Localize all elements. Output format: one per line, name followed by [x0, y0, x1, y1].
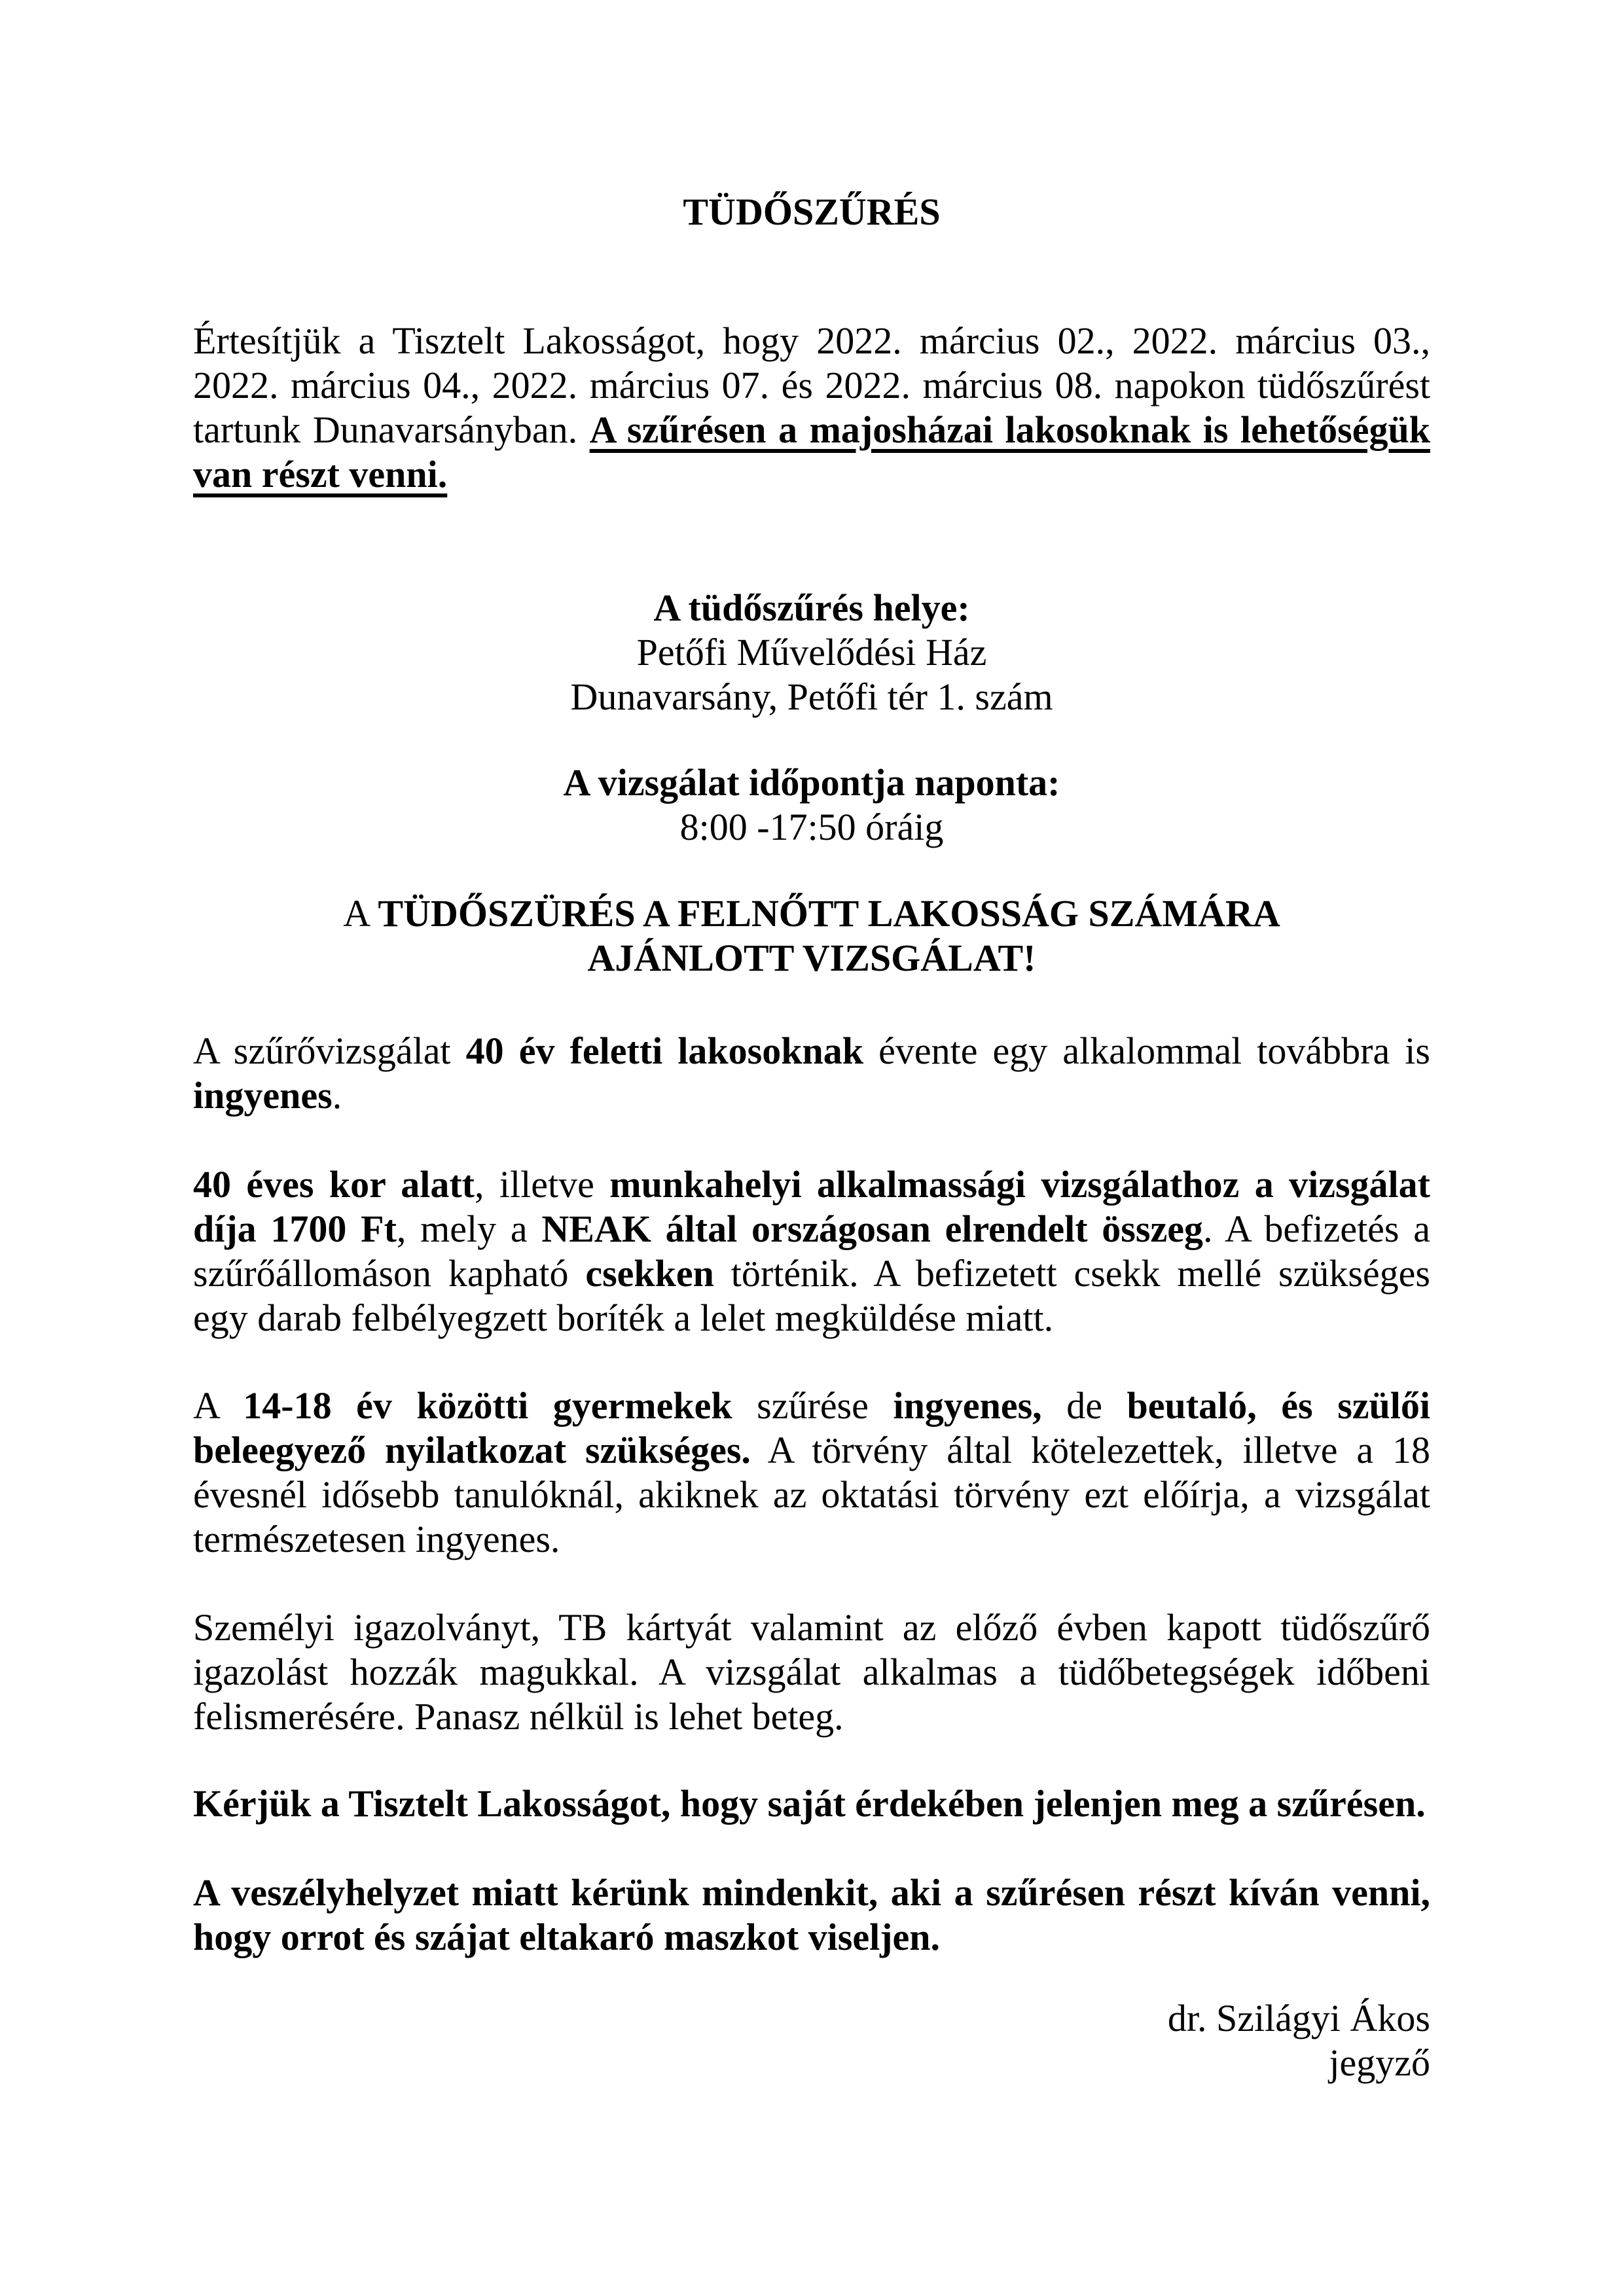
required-documents-paragraph	[193, 1605, 1430, 1739]
text-run: A törvény által kötelezettek, illetve a 18 évesnél idősebb tanulóknál, akiknek az oktatási törvény ezt előírja, a vizsgálat természetesen ingyenes.	[193, 1429, 1430, 1560]
text-run: TÜDŐSZÜRÉS A FELNŐTT LAKOSSÁG SZÁMÁRA AJÁNLOTT VIZSGÁLAT!	[378, 892, 1280, 979]
text-run: A szűrővizsgálat	[193, 1030, 466, 1072]
text-run: csekken	[585, 1252, 714, 1295]
text-run: évente egy alkalommal továbbra is	[863, 1030, 1430, 1072]
schedule-block	[193, 761, 1430, 850]
text-run: szűrése	[732, 1384, 893, 1427]
intro-paragraph	[193, 319, 1430, 497]
text-run: . A befizetés a szűrőállomáson kapható	[193, 1208, 1430, 1295]
text-run: történik. A befizetett csekk mellé szükséges egy darab felbélyegzett boríték a lelet megküldése miatt.	[193, 1252, 1430, 1339]
text-run: ingyenes,	[893, 1384, 1042, 1427]
signature-role: jegyző	[1329, 2041, 1430, 2084]
schedule-heading: A vizsgálat időpontja naponta:	[563, 761, 1060, 804]
text-run: 14-18 év közötti gyermekek	[243, 1384, 732, 1427]
fee-under-40-paragraph	[193, 1162, 1430, 1340]
text-run: Személyi igazolványt, TB kártyát valamint az előző évben kapott tüdőszűrő igazolást hozzák magukkal. A vizsgálat alkalmas a tüdőbetegségek időbeni felismerésére. Panasz nélkül is lehet beteg.	[193, 1606, 1430, 1738]
text-run: beutaló, és szülői beleegyező nyilatkozat szükséges.	[193, 1384, 1430, 1471]
schedule-hours: 8:00 -17:50 óráig	[679, 806, 944, 848]
text-run: A veszélyhelyzet miatt kérünk mindenkit, aki a szűrésen részt kíván venni, hogy orrot és szájat eltakaró maszkot viseljen.	[193, 1871, 1430, 1958]
location-address: Dunavarsány, Petőfi tér 1. szám	[570, 675, 1053, 718]
text-run: , mely a	[396, 1208, 542, 1250]
mask-notice-paragraph	[193, 1871, 1430, 1960]
text-run: Értesítjük a Tisztelt Lakosságot, hogy 2022. március 02., 2022. március 03., 2022. március 04., 2022. március 07. és 2022. március 08. napokon tüdőszűrést tartunk Dunavarsányban.	[193, 319, 1430, 451]
text-run: A szűrésen a majosházai lakosoknak is lehetőségük van részt venni.	[193, 408, 1430, 495]
text-run: .	[332, 1074, 342, 1117]
children-screening-paragraph	[193, 1384, 1430, 1562]
signature-block	[193, 1996, 1430, 2085]
free-over-40-paragraph	[193, 1029, 1430, 1118]
text-run: 40 év feletti lakosoknak	[465, 1030, 864, 1072]
text-run: A	[343, 892, 378, 935]
text-run: de	[1041, 1384, 1127, 1427]
recommendation-notice	[193, 891, 1430, 980]
document-title: TÜDŐSZŰRÉS	[683, 190, 941, 233]
text-run: munkahelyi alkalmassági vizsgálathoz a vizsgálat díja 1700 Ft	[193, 1163, 1430, 1250]
location-heading: A tüdőszűrés helye:	[653, 586, 970, 629]
text-run: , illetve	[474, 1163, 610, 1206]
signature-name: dr. Szilágyi Ákos	[1167, 1997, 1430, 2039]
location-block	[193, 586, 1430, 719]
text-run: 40 éves kor alatt	[193, 1163, 475, 1206]
appeal-paragraph	[193, 1782, 1430, 1826]
text-run: NEAK által országosan elrendelt összeg	[541, 1208, 1203, 1250]
location-venue: Petőfi Művelődési Ház	[636, 631, 987, 673]
text-run: A	[193, 1384, 244, 1427]
text-run: ingyenes	[193, 1074, 333, 1117]
text-run: Kérjük a Tisztelt Lakosságot, hogy saját érdekében jelenjen meg a szűrésen.	[193, 1782, 1426, 1825]
